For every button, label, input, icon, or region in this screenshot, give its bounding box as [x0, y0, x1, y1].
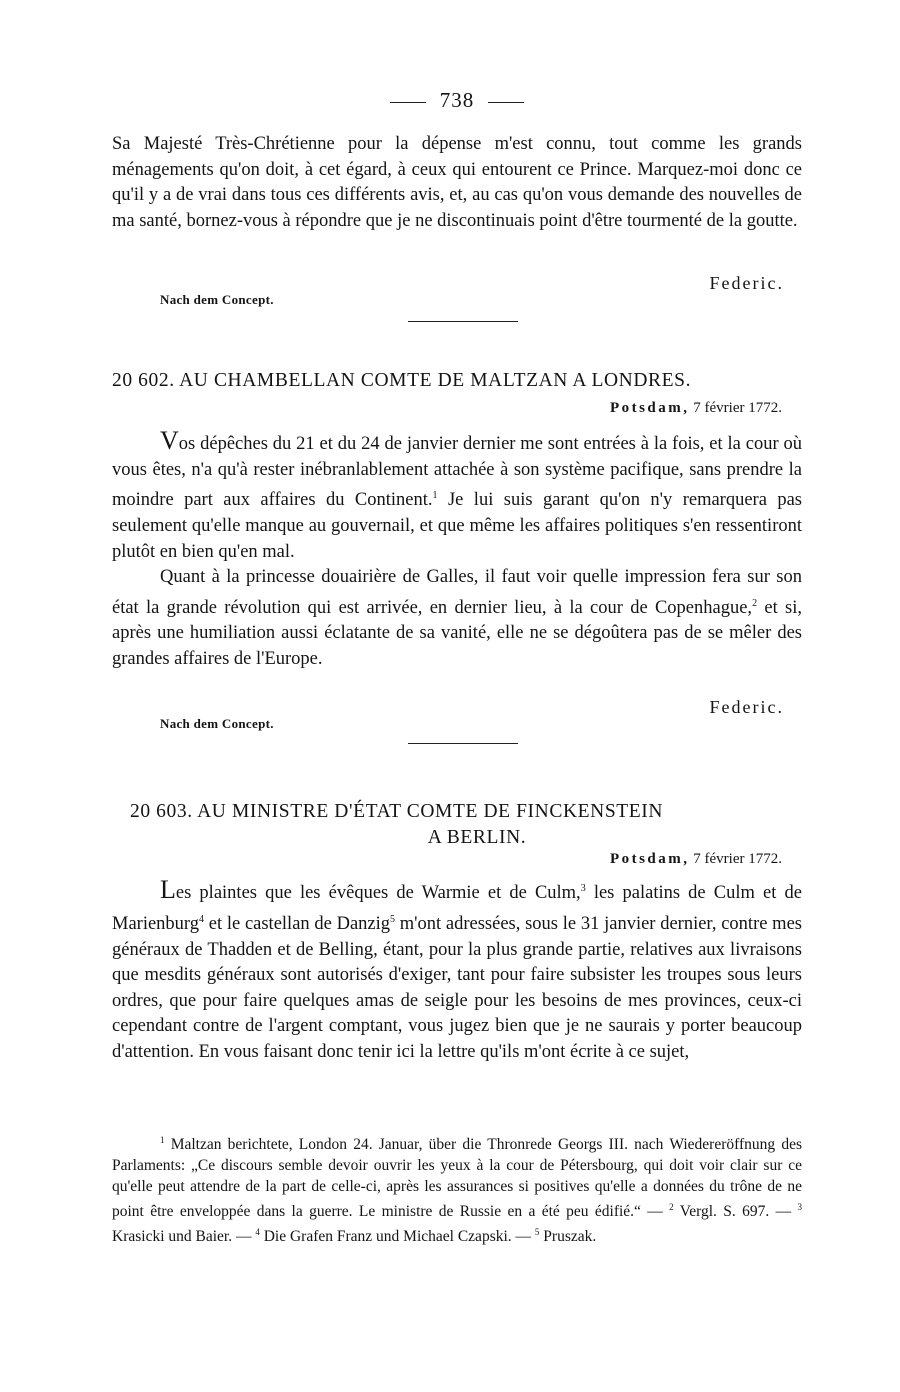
- signature: Federic.: [709, 273, 784, 293]
- letter-heading: [112, 799, 802, 851]
- date-place: Potsdam,: [609, 851, 690, 867]
- footnotes: [112, 1130, 802, 1247]
- footnote-mark: 3: [797, 1202, 803, 1213]
- section-divider: [408, 743, 518, 744]
- footnote-ref: 3: [580, 883, 586, 894]
- header-dash-right: [488, 102, 524, 103]
- letter-body: [112, 428, 802, 673]
- footnote-mark: 1: [160, 1135, 165, 1145]
- letter-heading: [112, 368, 802, 394]
- signature: Federic.: [709, 697, 784, 717]
- page-header: [112, 88, 802, 113]
- letter-number: 20 603.: [130, 801, 193, 822]
- footnote-text: $^1$ Maltzan berichtete, London 24. Januar, über die Thronrede Georgs III. nach Wiedereröffnung des Parlaments: „Ce discours semble devoir ouvrir les yeux à la cour de Pétersbourg, qui doit voir clair sur ce qu'elle peut attendre de la part de celle-ci, après les assurances si positives qu'elle a données du trône de ne point être enveloppée dans la guerre. Le ministre de Russie en a été peu édifié.“ — $^2$ Vergl. S. 697. — $^3$ Krasicki und Baier. — $^4$ Die Grafen Franz und Michael Czapski. — $^5$ Pruszak.: [112, 1135, 803, 1246]
- date-value: 7 février 1772.: [693, 400, 782, 416]
- footnote-ref: 1: [432, 490, 438, 502]
- letter-title: AU MINISTRE D'ÉTAT COMTE DE FINCKENSTEIN: [197, 801, 664, 822]
- initial-letter: V: [160, 426, 179, 455]
- source-note: Nach dem Concept.: [160, 716, 274, 731]
- letter-number: 20 602.: [112, 370, 175, 391]
- footnote-mark: 4: [255, 1227, 260, 1238]
- footnote-ref: 2: [752, 597, 758, 609]
- footnote-mark: 2: [669, 1202, 674, 1213]
- date-place: Potsdam,: [609, 400, 690, 416]
- letter-body: [112, 876, 802, 1065]
- source-note: Nach dem Concept.: [160, 292, 274, 307]
- section-divider: [408, 321, 518, 322]
- body-paragraph: Quant à la princesse douairière de Galles, il faut voir quelle impression fera sur son état la grande révolution qui est arrivée, en dernier lieu, à la cour de Copenhague,$^2$ et si, après une humiliation aussi éclatante de sa vanité, elle ne se dégoûtera pas de se mêler des grandes affaires de l'Europe.: [112, 567, 802, 670]
- header-dash-left: [390, 102, 426, 103]
- page-number: 738: [439, 88, 475, 112]
- body-paragraph: Vos dépêches du 21 et du 24 de janvier dernier me sont entrées à la fois, et la cour où vous êtes, n'a qu'à rester inébranlablement attachée à son système pacifique, sans prendre la moindre part aux affaires du Continent.$^1$ Je lui suis garant qu'on n'y remarquera pas seulement qu'elle manque au gouvernail, et que même les affaires politiques s'en ressentiront plutôt en bien qu'en mal.: [112, 426, 803, 562]
- date-value: 7 février 1772.: [693, 851, 782, 867]
- footnote-ref: 4: [199, 913, 204, 925]
- footnote-mark: 5: [534, 1227, 540, 1238]
- letter-date: [610, 851, 782, 868]
- initial-letter: L: [160, 875, 176, 905]
- letter-title: AU CHAMBELLAN COMTE DE MALTZAN A LONDRES.: [179, 370, 692, 391]
- continuation-text: Sa Majesté Très-Chrétienne pour la dépense m'est connu, tout comme les grands ménagements qu'on doit, à cet égard, à ceux qui entourent ce Prince. Marquez-moi donc ce qu'il y a de vrai dans tous ces différents avis, et, au cas qu'on vous demande des nouvelles de ma santé, bornez-vous à répondre que je ne discontinuais point d'être tourmenté de la goutte.: [112, 134, 802, 231]
- letter-date: [610, 400, 782, 417]
- letter-title-line2: A BERLIN.: [427, 827, 527, 848]
- footnote-ref: 5: [390, 913, 396, 925]
- body-paragraph: Les plaintes que les évêques de Warmie et de Culm,$^3$ les palatins de Culm et de Marienburg$^4$ et le castellan de Danzig$^5$ m'ont adressées, sous le 31 janvier dernier, contre mes généraux de Thadden et de Belling, étant, pour la plus grande partie, relatives aux livraisons que mesdits généraux sont autorisés d'exiger, tant pour faire subsister les troupes sous leurs ordres, que pour faire quelques amas de seigle pour les besoins de mes provinces, ceux-ci cependant contre de l'argent comptant, vous jugez bien que je ne saurais y porter beaucoup d'attention. En vous faisant donc tenir ici la lettre qu'ils m'ont écrite à ce sujet,: [112, 875, 802, 1062]
- continuation-block: [112, 132, 802, 234]
